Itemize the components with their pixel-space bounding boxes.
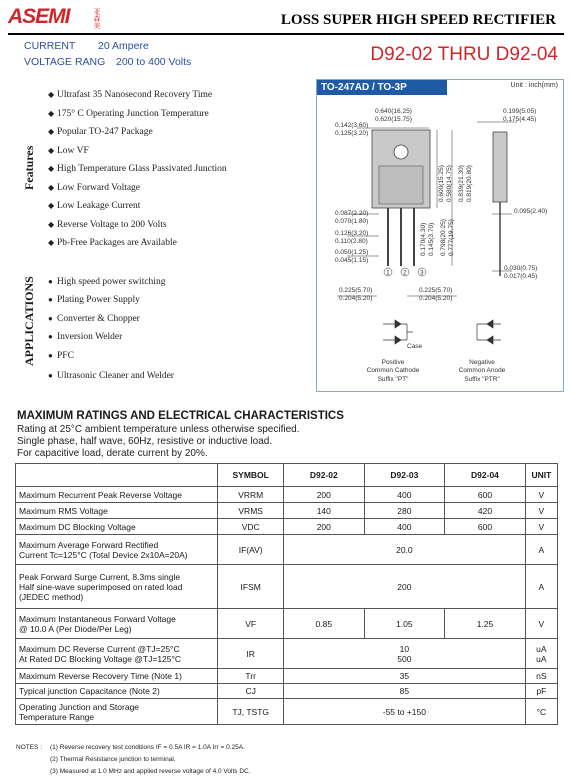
circle-bullet-icon: ● xyxy=(48,295,53,304)
table-row xyxy=(16,487,558,503)
application-text: High speed power switching xyxy=(57,277,166,287)
parameter-line: Maximum DC Reverse Current @TJ=25°C xyxy=(19,643,180,654)
value-cell: 420 xyxy=(445,503,526,519)
package-unit: Unit : inch(mm) xyxy=(510,82,558,89)
column-header: D92-02 xyxy=(283,464,364,487)
positive-label: Suffix "PT" xyxy=(377,376,409,383)
case-label: Case xyxy=(407,343,423,350)
applications-label: APPLICATIONS xyxy=(22,276,36,366)
dim-label: 0.580(14.75) xyxy=(446,165,453,202)
table-row xyxy=(16,684,558,699)
value-cell xyxy=(283,565,525,609)
value-cell: 140 xyxy=(283,503,364,519)
symbol-cell: IR xyxy=(218,639,284,669)
parameter-line: @ 10.0 A (Per Diode/Per Leg) xyxy=(19,623,132,634)
application-text: PFC xyxy=(57,351,74,361)
pin-number: 3 xyxy=(420,269,424,277)
dim-label: 0.030(0.75) xyxy=(504,265,538,272)
unit-line: uA xyxy=(536,653,547,664)
value-line: 10 xyxy=(399,643,410,654)
package-drawing xyxy=(317,96,561,388)
application-item xyxy=(48,277,165,287)
application-item xyxy=(48,351,74,361)
dim-label: 0.620(15.75) xyxy=(375,116,412,123)
value-cell xyxy=(283,684,525,699)
value-cell: 200 xyxy=(283,519,364,535)
rating-condition: For capacitive load, derate current by 20%. xyxy=(17,448,208,459)
column-header: SYMBOL xyxy=(218,464,284,487)
table-row xyxy=(16,609,558,639)
dim-label: 0.839(21.30) xyxy=(458,165,465,202)
parameter-line: Maximum Reverse Recovery Time (Note 1) xyxy=(19,671,182,681)
value-cell: 0.85 xyxy=(283,609,364,639)
unit-cell xyxy=(525,609,557,639)
unit-cell xyxy=(525,684,557,699)
dim-label: 0.017(0.45) xyxy=(504,273,538,280)
symbol-cell: VDC xyxy=(218,519,284,535)
dim-label: 0.170(4.30) xyxy=(420,222,427,256)
unit-line: A xyxy=(538,581,545,592)
diamond-bullet-icon: ◆ xyxy=(48,164,55,173)
table-row xyxy=(16,639,558,669)
application-text: Ultrasonic Cleaner and Welder xyxy=(57,371,174,381)
table-row xyxy=(16,565,558,609)
unit-line: nS xyxy=(536,671,547,681)
feature-text: Pb-Free Packages are Available xyxy=(57,238,177,248)
dim-label: 0.225(5.70) xyxy=(419,287,453,294)
parameter-line: Maximum Average Forward Rectified xyxy=(19,539,159,550)
table-header-row xyxy=(16,464,558,487)
parameter-line: (JEDEC method) xyxy=(19,591,84,602)
value-line: 85 xyxy=(399,686,410,696)
unit-cell xyxy=(525,519,557,535)
feature-text: Popular TO-247 Package xyxy=(57,127,153,137)
application-text: Plating Power Supply xyxy=(57,295,140,305)
parameter-cell xyxy=(16,487,218,503)
parameter-cell xyxy=(16,699,218,725)
application-text: Converter & Chopper xyxy=(57,314,140,324)
value-cell: 400 xyxy=(364,519,445,535)
unit-line: V xyxy=(538,505,545,516)
parameter-cell xyxy=(16,535,218,565)
unit-cell xyxy=(525,565,557,609)
dim-label: 0.125(3.20) xyxy=(335,130,369,137)
feature-text: Low Forward Voltage xyxy=(57,183,141,193)
value-line: 20.0 xyxy=(396,544,413,555)
feature-text: High Temperature Glass Passivated Junction xyxy=(57,164,227,174)
value-cell xyxy=(283,639,525,669)
symbol-cell: TJ, TSTG xyxy=(218,699,284,725)
application-item xyxy=(48,332,122,342)
diamond-bullet-icon: ◆ xyxy=(48,220,55,229)
parameter-line: Operating Junction and Storage xyxy=(19,701,140,712)
symbol-cell: VRMS xyxy=(218,503,284,519)
symbol-cell: VRRM xyxy=(218,487,284,503)
pin-number: 2 xyxy=(403,269,407,277)
application-item xyxy=(48,295,140,305)
table-row xyxy=(16,503,558,519)
dim-label: 0.640(16.25) xyxy=(375,108,412,115)
feature-text: Reverse Voltage to 200 Volts xyxy=(57,220,167,230)
dim-label: 0.050(1.25) xyxy=(335,249,369,256)
features-label: Features xyxy=(22,145,36,190)
circle-bullet-icon: ● xyxy=(48,277,53,286)
dim-label: 0.145(3.70) xyxy=(428,222,435,256)
rating-condition: Rating at 25°C ambient temperature unless otherwise specified. xyxy=(17,424,300,435)
unit-line: V xyxy=(538,618,545,629)
feature-item xyxy=(48,109,209,119)
dim-label: 0.798(20.25) xyxy=(440,219,447,256)
circle-bullet-icon: ● xyxy=(48,371,53,380)
feature-text: Ultrafast 35 Nanosecond Recovery Time xyxy=(57,90,213,100)
circle-bullet-icon: ● xyxy=(48,314,53,323)
feature-item xyxy=(48,146,89,156)
company-logo xyxy=(8,6,98,28)
value-cell xyxy=(283,699,525,725)
unit-cell xyxy=(525,669,557,684)
unit-cell xyxy=(525,503,557,519)
circle-bullet-icon: ● xyxy=(48,351,53,360)
parameter-line: Maximum Instantaneous Forward Voltage xyxy=(19,613,176,624)
table-row xyxy=(16,699,558,725)
note-item: (2) Thermal Resistance junction to terminal. xyxy=(50,756,176,763)
symbol-cell: IFSM xyxy=(218,565,284,609)
unit-line: A xyxy=(538,544,545,555)
unit-cell xyxy=(525,487,557,503)
symbol-cell: CJ xyxy=(218,684,284,699)
voltage-label: VOLTAGE RANG xyxy=(24,56,106,68)
parameter-line: Temperature Range xyxy=(19,711,95,722)
package-body-side xyxy=(493,132,507,202)
table-row xyxy=(16,519,558,535)
application-text: Inversion Welder xyxy=(57,332,123,342)
feature-text: Low Leakage Current xyxy=(57,201,141,211)
value-cell: 200 xyxy=(283,487,364,503)
diamond-bullet-icon: ◆ xyxy=(48,127,55,136)
part-range: D92-02 THRU D92-04 xyxy=(370,44,558,65)
positive-label: Positive xyxy=(381,359,405,366)
value-cell: 280 xyxy=(364,503,445,519)
parameter-cell xyxy=(16,684,218,699)
symbol-cell: VF xyxy=(218,609,284,639)
value-cell xyxy=(283,669,525,684)
package-name: TO-247AD / TO-3P xyxy=(317,80,447,95)
dim-label: 0.126(3.20) xyxy=(335,230,369,237)
dim-label: 0.204(5.20) xyxy=(339,295,373,302)
diamond-bullet-icon: ◆ xyxy=(48,238,55,247)
feature-item xyxy=(48,164,227,174)
column-header: D92-04 xyxy=(445,464,526,487)
column-header: D92-03 xyxy=(364,464,445,487)
dim-label: 0.110(2.80) xyxy=(335,238,368,245)
unit-line: °C xyxy=(536,706,547,717)
voltage-value: 200 to 400 Volts xyxy=(116,56,192,68)
value-cell: 400 xyxy=(364,487,445,503)
dim-label: 0.070(1.80) xyxy=(335,218,369,225)
symbol-cell: IF(AV) xyxy=(218,535,284,565)
diamond-bullet-icon: ◆ xyxy=(48,146,55,155)
positive-schematic xyxy=(383,320,413,344)
parameter-cell xyxy=(16,503,218,519)
parameter-line: Peak Forward Surge Current, 8.3ms single xyxy=(19,571,181,582)
value-cell: 1.25 xyxy=(445,609,526,639)
notes-label: NOTES : xyxy=(16,744,43,751)
unit-line: pF xyxy=(536,686,547,696)
negative-label: Common Anode xyxy=(458,367,506,374)
rating-condition: Single phase, half wave, 60Hz, resistive or inductive load. xyxy=(17,436,273,447)
table-row xyxy=(16,669,558,684)
ratings-table xyxy=(15,463,558,725)
table-row xyxy=(16,535,558,565)
value-line: 500 xyxy=(397,653,412,664)
value-line: 200 xyxy=(397,581,412,592)
note-item: (3) Measured at 1.0 MHz and applied reverse voltage of 4.0 Volts DC. xyxy=(50,768,251,775)
unit-cell xyxy=(525,639,557,669)
dim-label: 0.045(1.15) xyxy=(335,257,369,264)
value-line: -55 to +150 xyxy=(382,706,426,717)
diamond-bullet-icon: ◆ xyxy=(48,183,55,192)
negative-label: Negative xyxy=(469,359,495,366)
diamond-bullet-icon: ◆ xyxy=(48,201,55,210)
unit-line: V xyxy=(538,489,545,500)
mounting-hole xyxy=(394,145,408,159)
ratings-title: MAXIMUM RATINGS AND ELECTRICAL CHARACTERISTICS xyxy=(17,410,344,422)
positive-label: Common Cathode xyxy=(366,367,420,374)
parameter-cell xyxy=(16,609,218,639)
parameter-cell xyxy=(16,565,218,609)
parameter-cell xyxy=(16,519,218,535)
value-cell: 1.05 xyxy=(364,609,445,639)
application-item xyxy=(48,371,174,381)
dim-label: 0.777(19.75) xyxy=(448,219,455,256)
parameter-line: Maximum DC Blocking Voltage xyxy=(19,521,136,532)
diamond-bullet-icon: ◆ xyxy=(48,90,55,99)
value-line: 35 xyxy=(399,671,410,681)
current-value: 20 Ampere xyxy=(98,40,149,52)
negative-label: Suffix "PTR" xyxy=(464,376,500,383)
unit-cell xyxy=(525,535,557,565)
value-cell xyxy=(283,535,525,565)
application-item xyxy=(48,314,140,324)
parameter-line: Typical junction Capacitance (Note 2) xyxy=(19,686,160,696)
diamond-bullet-icon: ◆ xyxy=(48,109,55,118)
feature-text: 175° C Operating Junction Temperature xyxy=(57,109,209,119)
parameter-line: At Rated DC Blocking Voltage @TJ=125°C xyxy=(19,653,182,664)
negative-schematic xyxy=(477,320,501,344)
value-cell: 600 xyxy=(445,487,526,503)
logo-text: ASEMI xyxy=(8,5,70,28)
parameter-line: Current Tc=125°C (Total Device 2x10A=20A) xyxy=(19,549,188,560)
dim-label: 0.204(5.20) xyxy=(419,295,453,302)
feature-item xyxy=(48,90,212,100)
note-item: (1) Reverse recovery test conditions IF = 0.5A IR = 1.0A Irr = 0.25A. xyxy=(50,744,245,751)
dim-label: 0.175(4.45) xyxy=(503,116,537,123)
parameter-cell xyxy=(16,669,218,684)
dim-label: 0.087(2.20) xyxy=(335,210,369,217)
dim-label: 0.225(5.70) xyxy=(339,287,373,294)
unit-cell xyxy=(525,699,557,725)
dim-label: 0.819(20.80) xyxy=(466,165,473,202)
logo-subtext: 亚森美 xyxy=(93,8,100,29)
feature-item xyxy=(48,183,140,193)
feature-item xyxy=(48,127,153,137)
feature-text: Low VF xyxy=(57,146,89,156)
dim-label: 0.142(3.60) xyxy=(335,122,369,129)
parameter-line: Half sine-wave superimposed on rated load xyxy=(19,581,183,592)
feature-item xyxy=(48,220,167,230)
symbol-cell: Trr xyxy=(218,669,284,684)
dim-label: 0.600(15.25) xyxy=(438,165,445,202)
parameter-line: Maximum RMS Voltage xyxy=(19,505,108,516)
pin-number: 1 xyxy=(386,269,390,277)
dim-label: 0.095(2.40) xyxy=(514,208,548,215)
header-param-cell xyxy=(16,464,218,487)
parameter-cell xyxy=(16,639,218,669)
value-cell: 600 xyxy=(445,519,526,535)
feature-item xyxy=(48,238,177,248)
header-rule xyxy=(8,33,564,35)
column-header: UNIT xyxy=(525,464,557,487)
dim-label: 0.199(5.05) xyxy=(503,108,537,115)
feature-item xyxy=(48,201,140,211)
unit-line: uA xyxy=(536,643,547,654)
unit-line: V xyxy=(538,521,545,532)
document-title: LOSS SUPER HIGH SPEED RECTIFIER xyxy=(280,12,556,28)
circle-bullet-icon: ● xyxy=(48,332,53,341)
parameter-line: Maximum Recurrent Peak Reverse Voltage xyxy=(19,489,182,500)
current-label: CURRENT xyxy=(24,40,76,52)
